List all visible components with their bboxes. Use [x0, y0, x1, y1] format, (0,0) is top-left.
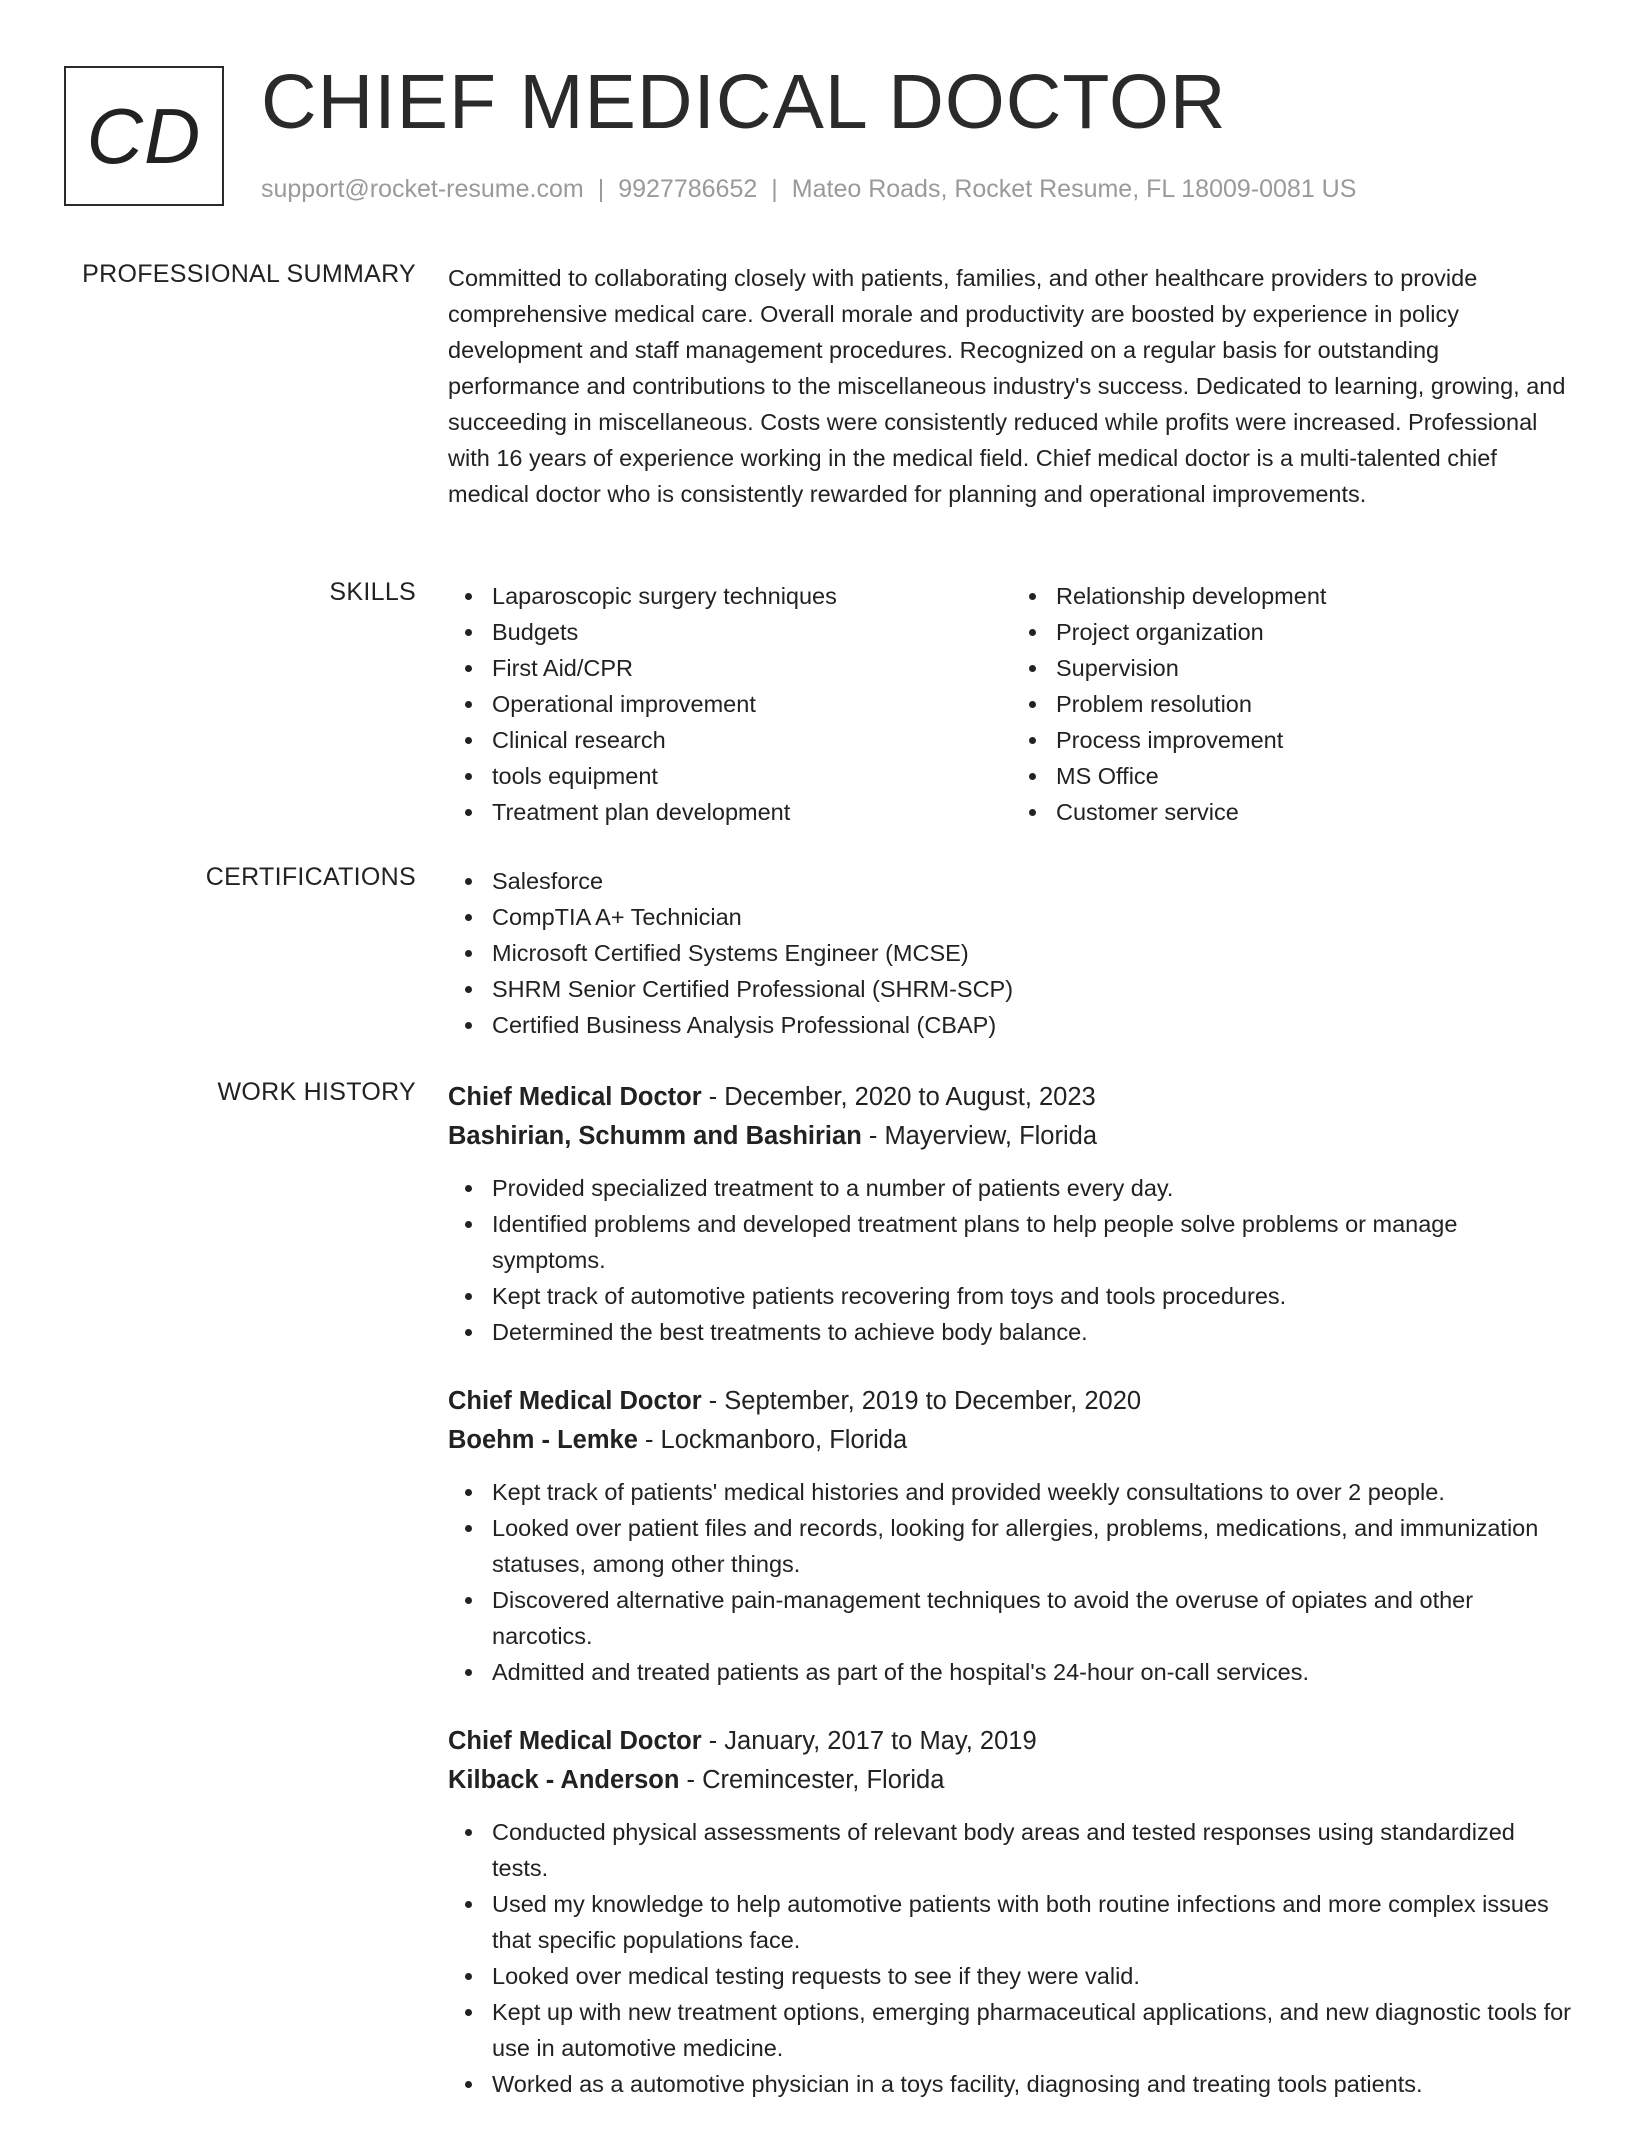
section-label-summary: PROFESSIONAL SUMMARY [82, 260, 416, 288]
list-item: Process improvement [1056, 722, 1576, 758]
monogram: CD [64, 66, 224, 206]
list-item: Microsoft Certified Systems Engineer (MCSE) [492, 935, 1576, 971]
job-company-line [448, 1421, 1576, 1460]
contact-address: Mateo Roads, Rocket Resume, FL 18009-0081 US [791, 175, 1357, 203]
list-item: Discovered alternative pain-management techniques to avoid the overuse of opiates and other narcotics. [492, 1582, 1576, 1654]
job-location: - Lockmanboro, Florida [637, 1426, 908, 1454]
job-dates: - January, 2017 to May, 2019 [701, 1727, 1037, 1755]
job-dates: - December, 2020 to August, 2023 [701, 1083, 1096, 1111]
list-item: Used my knowledge to help automotive patients with both routine infections and more complex issues that specific populations face. [492, 1886, 1576, 1958]
job-title-line [448, 1078, 1576, 1117]
skills-list-right [1012, 578, 1576, 830]
job-company-line [448, 1761, 1576, 1800]
list-item: Project organization [1056, 614, 1576, 650]
list-item: Conducted physical assessments of relevant body areas and tested responses using standardized tests. [492, 1814, 1576, 1886]
list-item: Looked over patient files and records, looking for allergies, problems, medications, and immunization statuses, among other things. [492, 1510, 1576, 1582]
list-item: Problem resolution [1056, 686, 1576, 722]
contact-email[interactable]: support@rocket-resume.com [261, 175, 584, 203]
job-title-line [448, 1382, 1576, 1421]
list-item: Provided specialized treatment to a number of patients every day. [492, 1170, 1576, 1206]
list-item: tools equipment [492, 758, 1012, 794]
job-entry [448, 1722, 1576, 2102]
job-title: Chief Medical Doctor [448, 1727, 702, 1755]
job-title: Chief Medical Doctor [448, 1083, 702, 1111]
job-company: Kilback - Anderson [448, 1766, 680, 1794]
list-item: Relationship development [1056, 578, 1576, 614]
list-item: Supervision [1056, 650, 1576, 686]
job-bullets [448, 1170, 1576, 1350]
list-item: Admitted and treated patients as part of the hospital's 24-hour on-call services. [492, 1654, 1576, 1690]
list-item: Identified problems and developed treatment plans to help people solve problems or manage symptoms. [492, 1206, 1576, 1278]
list-item: Certified Business Analysis Professional (CBAP) [492, 1007, 1576, 1043]
list-item: CompTIA A+ Technician [492, 899, 1576, 935]
summary-text: Committed to collaborating closely with patients, families, and other healthcare providers to provide comprehensive medical care. Overall morale and productivity are boosted by experience in policy development and staff management procedures. Recognized on a regular basis for outstanding performance and contributions to the miscellaneous industry's success. Dedicated to learning, growing, and succeeding in miscellaneous. Costs were consistently reduced while profits were increased. Professional with 16 years of experience working in the medical field. Chief medical doctor is a multi-talented chief medical doctor who is consistently rewarded for planning and operational improvements. [448, 265, 1566, 507]
work-history-body [448, 1078, 1576, 2134]
list-item: Treatment plan development [492, 794, 1012, 830]
list-item: Operational improvement [492, 686, 1012, 722]
list-item: Laparoscopic surgery techniques [492, 578, 1012, 614]
list-item: SHRM Senior Certified Professional (SHRM-SCP) [492, 971, 1576, 1007]
job-company: Bashirian, Schumm and Bashirian [448, 1122, 862, 1150]
job-company: Boehm - Lemke [448, 1426, 638, 1454]
contact-separator: | [597, 175, 605, 203]
list-item: Kept track of patients' medical histories and provided weekly consultations to over 2 people. [492, 1474, 1576, 1510]
contact-line [261, 175, 1356, 204]
list-item: Kept track of automotive patients recovering from toys and tools procedures. [492, 1278, 1576, 1314]
contact-phone[interactable]: 9927786652 [618, 175, 758, 203]
skills-list-left [448, 578, 1012, 830]
job-bullets [448, 1474, 1576, 1690]
section-label-certifications: CERTIFICATIONS [205, 863, 416, 891]
list-item: MS Office [1056, 758, 1576, 794]
list-item: Determined the best treatments to achieve body balance. [492, 1314, 1576, 1350]
certifications-list [448, 863, 1576, 1043]
job-title: Chief Medical Doctor [448, 1387, 702, 1415]
section-label-skills: SKILLS [329, 578, 416, 606]
certifications-body [448, 863, 1576, 1043]
list-item: Clinical research [492, 722, 1012, 758]
list-item: Looked over medical testing requests to see if they were valid. [492, 1958, 1576, 1994]
job-title-line [448, 1722, 1576, 1761]
contact-separator: | [771, 175, 778, 203]
skills-body [448, 578, 1576, 830]
list-item: Customer service [1056, 794, 1576, 830]
list-item: Salesforce [492, 863, 1576, 899]
job-bullets [448, 1814, 1576, 2102]
section-label-work-history: WORK HISTORY [217, 1078, 416, 1106]
list-item: Worked as a automotive physician in a toys facility, diagnosing and treating tools patients. [492, 2066, 1576, 2102]
job-entry [448, 1078, 1576, 1350]
page-title: CHIEF MEDICAL DOCTOR [261, 59, 1227, 145]
list-item: Kept up with new treatment options, emerging pharmaceutical applications, and new diagnostic tools for use in automotive medicine. [492, 1994, 1576, 2066]
list-item: Budgets [492, 614, 1012, 650]
job-location: - Mayerview, Florida [861, 1122, 1098, 1150]
job-dates: - September, 2019 to December, 2020 [701, 1387, 1142, 1415]
job-company-line [448, 1117, 1576, 1156]
job-location: - Cremincester, Florida [679, 1766, 945, 1794]
job-entry [448, 1382, 1576, 1690]
list-item: First Aid/CPR [492, 650, 1012, 686]
